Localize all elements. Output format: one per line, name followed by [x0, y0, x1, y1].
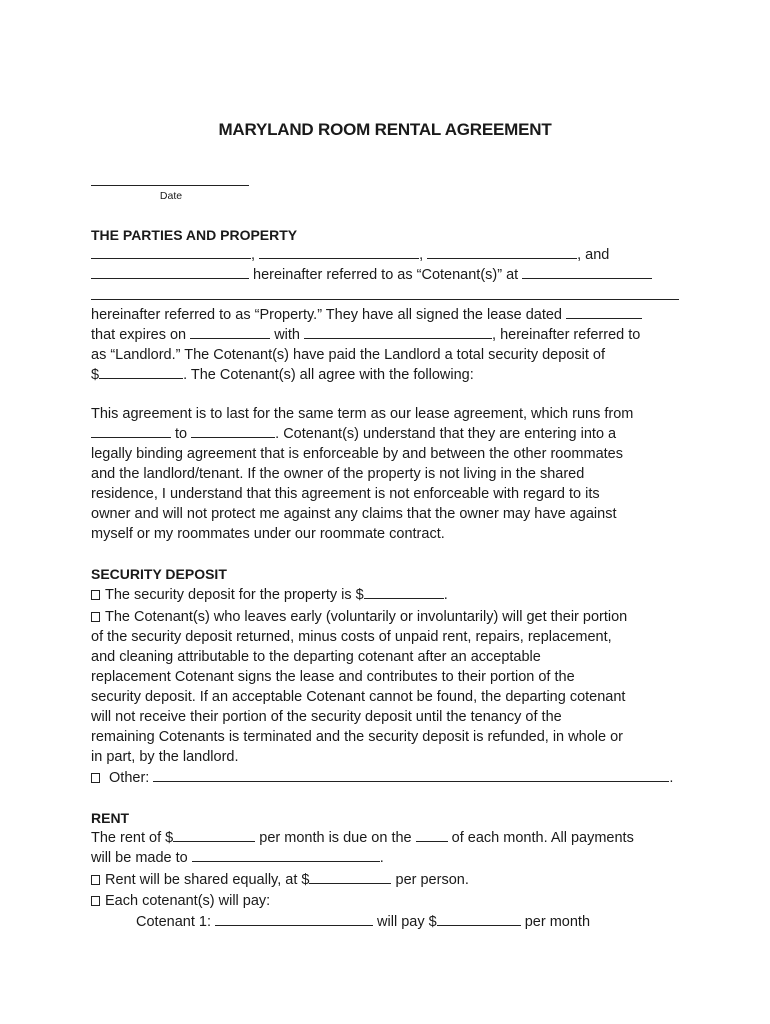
cotenant-1-label: Cotenant 1:: [136, 914, 211, 930]
per-month-due-text: per month is due on the: [259, 830, 412, 846]
parties-line-6: [91, 365, 474, 385]
comma-text: ,: [419, 247, 424, 263]
term-line-7: myself or my roommates under our roommate contract.: [91, 526, 445, 542]
term-end-field[interactable]: [191, 424, 275, 438]
term-line-4: and the landlord/tenant. If the owner of the property is not living in the shared: [91, 466, 585, 482]
term-start-field[interactable]: [91, 424, 171, 438]
checkbox-rent-each-cotenant[interactable]: [91, 896, 100, 906]
rent-of-text: The rent of $: [91, 830, 174, 846]
rent-amount-field[interactable]: [173, 828, 255, 842]
security-option-2: [91, 607, 627, 627]
and-text: , and: [577, 247, 610, 263]
landlord-ref-text: , hereinafter referred to: [492, 327, 641, 343]
period-text: .: [379, 850, 384, 866]
expires-on-text: that expires on: [91, 327, 187, 343]
cotenant-1-row: [136, 912, 590, 932]
security-option-1: [91, 585, 448, 605]
cotenant-1-amount-field[interactable]: [437, 912, 521, 926]
term-line-1: This agreement is to last for the same term as our lease agreement, which runs from: [91, 406, 634, 422]
security-option-2-line-4: replacement Cotenant signs the lease and contributes to their portion of the: [91, 669, 575, 685]
per-month-text: per month: [524, 914, 591, 930]
date-field[interactable]: [91, 185, 249, 186]
term-line-2: [91, 424, 616, 444]
to-text: to: [175, 426, 188, 442]
agree-text: . The Cotenant(s) all agree with the following:: [183, 367, 474, 383]
dollar-sign: $: [91, 367, 100, 383]
security-option-2-text: The Cotenant(s) who leaves early (voluntarily or involuntarily) will get their portion: [105, 609, 628, 625]
parties-line-1: [91, 245, 609, 265]
rent-heading: RENT: [91, 810, 130, 826]
document-title: MARYLAND ROOM RENTAL AGREEMENT: [218, 120, 552, 139]
parties-line-3: [91, 305, 642, 325]
rent-line-2: [91, 848, 384, 868]
parties-heading: THE PARTIES AND PROPERTY: [91, 227, 298, 243]
rent-option-each: [91, 891, 270, 911]
security-deposit-amount-field[interactable]: [364, 585, 444, 599]
security-option-2-line-6: will not receive their portion of the security deposit until the tenancy of the: [91, 709, 562, 725]
cotenant-name-field-3[interactable]: [427, 245, 577, 259]
checkbox-security-other[interactable]: [91, 773, 100, 783]
checkbox-security-fixed[interactable]: [91, 590, 100, 600]
total-deposit-field[interactable]: [99, 365, 183, 379]
property-address-field-2[interactable]: [91, 299, 679, 300]
security-option-2-line-3: and cleaning attributable to the departing cotenant after an acceptable: [91, 649, 541, 665]
each-month-text: of each month. All payments: [451, 830, 634, 846]
security-option-2-line-7: remaining Cotenants is terminated and the security deposit is refunded, in whole or: [91, 729, 623, 745]
checkbox-security-early-leave[interactable]: [91, 612, 100, 622]
property-address-field[interactable]: [522, 265, 652, 279]
security-option-2-line-8: in part, by the landlord.: [91, 749, 239, 765]
term-line-5: residence, I understand that this agreement is not enforceable with regard to its: [91, 486, 600, 502]
term-line-2-text: . Cotenant(s) understand that they are entering into a: [275, 426, 617, 442]
lease-date-field[interactable]: [566, 305, 642, 319]
payee-field[interactable]: [192, 848, 380, 862]
rent-shared-text: Rent will be shared equally, at $: [105, 872, 310, 888]
security-option-2-line-2: of the security deposit returned, minus costs of unpaid rent, repairs, replacement,: [91, 629, 612, 645]
cotenant-1-name-field[interactable]: [215, 912, 373, 926]
payments-to-text: will be made to: [91, 850, 188, 866]
per-person-text: per person.: [395, 872, 469, 888]
expiry-date-field[interactable]: [190, 325, 270, 339]
per-person-amount-field[interactable]: [309, 870, 391, 884]
term-line-6: owner and will not protect me against any claims that the owner may have against: [91, 506, 617, 522]
due-day-field[interactable]: [416, 828, 448, 842]
parties-line-5: [91, 345, 605, 365]
will-pay-text: will pay $: [377, 914, 437, 930]
with-text: with: [274, 327, 300, 343]
period-text: .: [669, 770, 674, 786]
security-option-2-line-5: security deposit. If an acceptable Cotenant cannot be found, the departing cotenant: [91, 689, 626, 705]
rent-option-shared: [91, 870, 469, 890]
security-heading: SECURITY DEPOSIT: [91, 566, 227, 582]
rent-line-1: [91, 828, 634, 848]
parties-line-4: [91, 325, 640, 345]
period-text: .: [443, 587, 448, 603]
date-label: Date: [159, 190, 183, 202]
parties-line-2: [91, 265, 652, 285]
each-cotenant-text: Each cotenant(s) will pay:: [105, 893, 271, 909]
cotenant-name-field-1[interactable]: [91, 245, 251, 259]
checkbox-rent-shared-equally[interactable]: [91, 875, 100, 885]
cotenants-ref-text: hereinafter referred to as “Cotenant(s)” at: [253, 267, 519, 283]
deposit-paid-text: as “Landlord.” The Cotenant(s) have paid the Landlord a total security deposit of: [91, 347, 605, 363]
property-ref-text: hereinafter referred to as “Property.” They have all signed the lease dated: [91, 307, 562, 323]
term-line-3: legally binding agreement that is enforceable by and between the other roommates: [91, 446, 623, 462]
other-security-field[interactable]: [153, 768, 669, 782]
comma-text: ,: [251, 247, 256, 263]
other-label: Other:: [109, 770, 150, 786]
security-option-1-text: The security deposit for the property is $: [105, 587, 364, 603]
landlord-name-field[interactable]: [304, 325, 492, 339]
cotenant-name-field-2[interactable]: [259, 245, 419, 259]
cotenant-name-field-4[interactable]: [91, 265, 249, 279]
security-option-other: [91, 768, 673, 788]
